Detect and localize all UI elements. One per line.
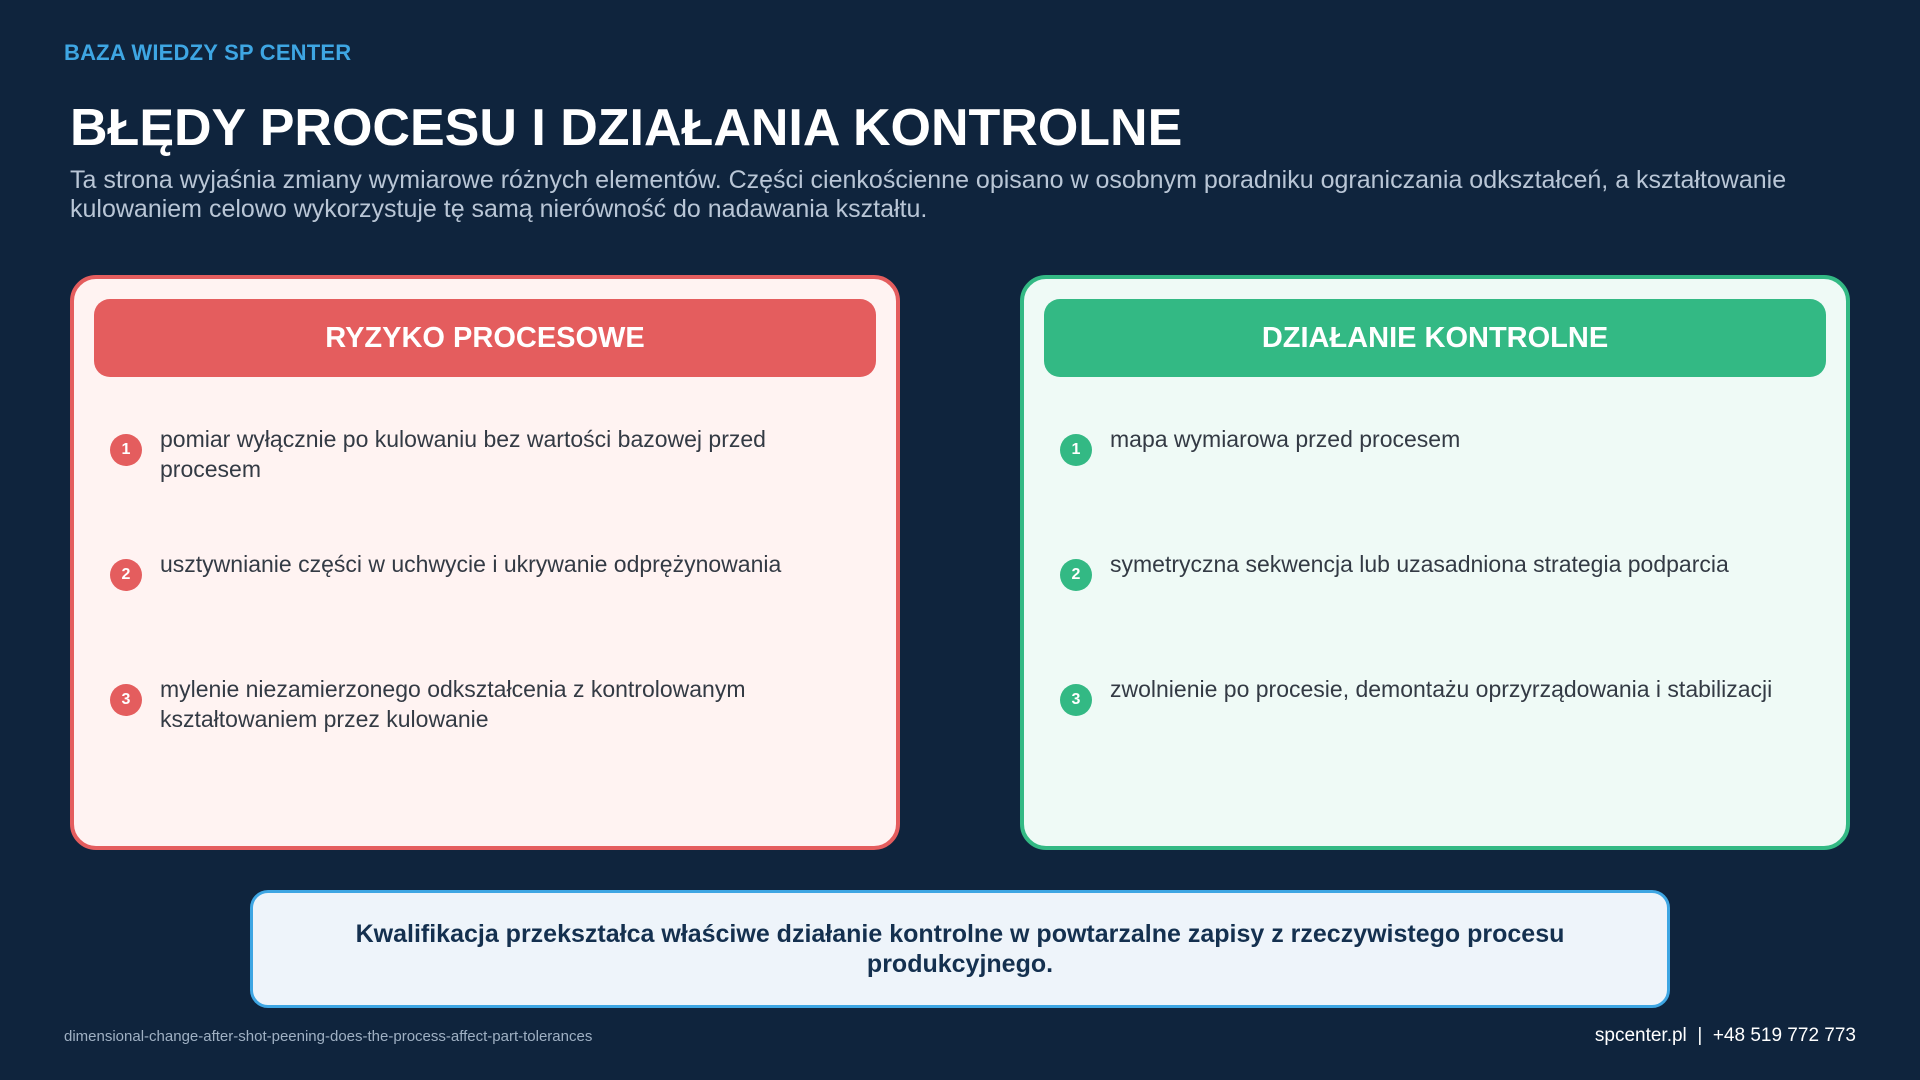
control-item xyxy=(1060,549,1800,591)
control-card-header: DZIAŁANIE KONTROLNE xyxy=(1044,299,1826,377)
risk-item-text: pomiar wyłącznie po kulowaniu bez wartości bazowej przed procesem xyxy=(160,426,766,482)
risk-item xyxy=(110,424,850,484)
brand-label: BAZA WIEDZY SP CENTER xyxy=(64,40,352,65)
footer-contact: spcenter.pl | +48 519 772 773 xyxy=(1594,1025,1856,1046)
control-card xyxy=(1020,275,1850,850)
control-item-text: symetryczna sekwencja lub uzasadniona strategia podparcia xyxy=(1110,551,1729,577)
risk-item-text: mylenie niezamierzonego odkształcenia z kontrolowanym kształtowaniem przez kulowanie xyxy=(160,676,746,732)
risk-card-header: RYZYKO PROCESOWE xyxy=(94,299,876,377)
footer-slug: dimensional-change-after-shot-peening-does-the-process-affect-part-tolerances xyxy=(64,1028,593,1045)
control-item-text: mapa wymiarowa przed procesem xyxy=(1110,426,1461,452)
number-badge: 2 xyxy=(1060,559,1092,591)
qualification-note xyxy=(250,890,1670,1008)
number-badge: 2 xyxy=(110,559,142,591)
page-title: BŁĘDY PROCESU I DZIAŁANIA KONTROLNE xyxy=(70,99,1183,157)
control-item xyxy=(1060,424,1800,466)
risk-card xyxy=(70,275,900,850)
number-badge: 3 xyxy=(110,684,142,716)
page-subtitle: Ta strona wyjaśnia zmiany wymiarowe różnych elementów. Części cienkościenne opisano w osobnym poradniku ograniczania odkształceń, a kształtowanie kulowaniem celowo wykorzystuje tę samą nierówność do nadawania kształtu. xyxy=(70,166,1787,223)
number-badge: 3 xyxy=(1060,684,1092,716)
control-item xyxy=(1060,674,1800,716)
number-badge: 1 xyxy=(110,434,142,466)
control-item-text: zwolnienie po procesie, demontażu oprzyrządowania i stabilizacji xyxy=(1110,676,1773,702)
number-badge: 1 xyxy=(1060,434,1092,466)
risk-item-text: usztywnianie części w uchwycie i ukrywanie odprężynowania xyxy=(160,551,782,577)
risk-item xyxy=(110,549,850,591)
qualification-note-text: Kwalifikacja przekształca właściwe działanie kontrolne w powtarzalne zapisy z rzeczywistego procesu produkcyjnego. xyxy=(355,920,1565,978)
risk-item xyxy=(110,674,850,734)
